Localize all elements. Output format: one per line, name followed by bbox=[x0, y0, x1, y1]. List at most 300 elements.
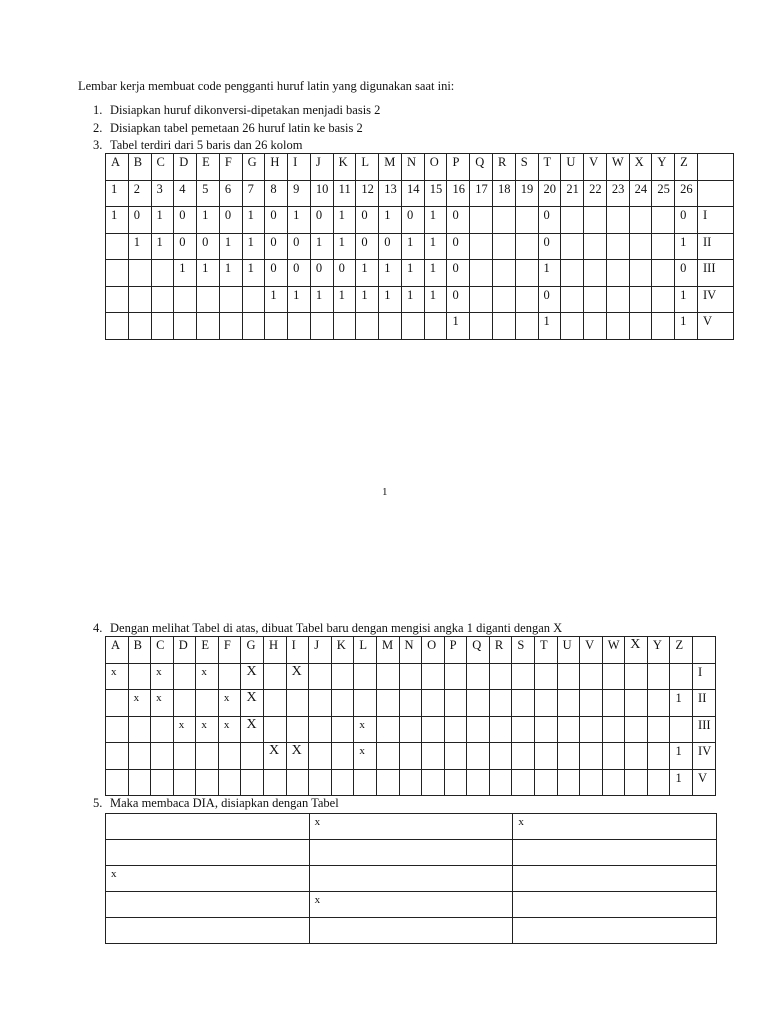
table-cell: 0 bbox=[128, 207, 151, 234]
table-cell bbox=[647, 769, 670, 796]
table-cell bbox=[286, 690, 309, 717]
table-cell: x bbox=[173, 716, 196, 743]
table-cell bbox=[652, 260, 675, 287]
table-cell bbox=[173, 743, 196, 770]
table-cell bbox=[534, 716, 557, 743]
table-cell bbox=[376, 769, 399, 796]
table-cell: 1 bbox=[379, 207, 402, 234]
table-cell bbox=[422, 663, 445, 690]
table-cell: M bbox=[376, 637, 399, 664]
table-cell bbox=[625, 743, 648, 770]
table-cell: 1 bbox=[265, 286, 288, 313]
table-cell: 1 bbox=[197, 260, 220, 287]
table-cell: S bbox=[515, 154, 538, 181]
table-cell bbox=[515, 260, 538, 287]
table-cell bbox=[128, 663, 151, 690]
table-cell: Y bbox=[652, 154, 675, 181]
table-cell bbox=[151, 716, 174, 743]
table-cell: M bbox=[379, 154, 402, 181]
table-cell bbox=[106, 286, 129, 313]
table-cell: x bbox=[309, 892, 513, 918]
table-cell bbox=[376, 690, 399, 717]
table-cell bbox=[493, 207, 516, 234]
table-cell: W bbox=[602, 637, 625, 664]
table-cell bbox=[512, 743, 535, 770]
table-cell: 5 bbox=[197, 180, 220, 207]
table-cell bbox=[580, 690, 603, 717]
table-cell bbox=[584, 313, 607, 340]
table-cell bbox=[399, 690, 422, 717]
table-cell bbox=[128, 260, 151, 287]
table-cell: 1 bbox=[675, 233, 698, 260]
table-cell: 1 bbox=[288, 207, 311, 234]
table-cell: 16 bbox=[447, 180, 470, 207]
table-cell bbox=[693, 637, 716, 664]
table-cell bbox=[376, 743, 399, 770]
table-cell: x bbox=[513, 814, 717, 840]
table-cell bbox=[173, 769, 196, 796]
table-cell bbox=[625, 690, 648, 717]
table-cell: C bbox=[151, 154, 174, 181]
table-cell: V bbox=[693, 769, 716, 796]
table-cell bbox=[333, 313, 356, 340]
table-cell: 1 bbox=[675, 286, 698, 313]
table-cell: 0 bbox=[675, 207, 698, 234]
table-row bbox=[106, 207, 734, 234]
table-cell: 1 bbox=[333, 207, 356, 234]
step-4 bbox=[93, 621, 562, 636]
table-cell bbox=[513, 866, 717, 892]
table-cell bbox=[286, 716, 309, 743]
table-cell bbox=[561, 286, 584, 313]
table-cell bbox=[286, 769, 309, 796]
table-row bbox=[106, 313, 734, 340]
table-cell: N bbox=[399, 637, 422, 664]
table-cell bbox=[493, 260, 516, 287]
table-cell bbox=[515, 207, 538, 234]
table-cell: x bbox=[151, 690, 174, 717]
table-cell: 1 bbox=[242, 207, 265, 234]
table-cell bbox=[309, 769, 332, 796]
table-cell: 11 bbox=[333, 180, 356, 207]
table-cell: X bbox=[264, 743, 287, 770]
table-cell bbox=[376, 716, 399, 743]
table-cell: V bbox=[580, 637, 603, 664]
table-cell: 0 bbox=[356, 233, 379, 260]
table-cell bbox=[379, 313, 402, 340]
table-cell: x bbox=[196, 663, 219, 690]
table-cell bbox=[629, 207, 652, 234]
table-cell bbox=[557, 716, 580, 743]
table-cell: 0 bbox=[447, 233, 470, 260]
table-cell bbox=[106, 769, 129, 796]
table-cell bbox=[606, 313, 629, 340]
table-cell: A bbox=[106, 154, 129, 181]
table-cell bbox=[698, 154, 734, 181]
table-cell bbox=[376, 663, 399, 690]
table-cell bbox=[561, 233, 584, 260]
table-cell bbox=[467, 690, 490, 717]
table-cell: N bbox=[401, 154, 424, 181]
table-cell: 1 bbox=[310, 286, 333, 313]
step-1-text: Disiapkan huruf dikonversi-dipetakan menjadi basis 2 bbox=[110, 103, 381, 117]
table-cell: 1 bbox=[401, 260, 424, 287]
table-cell: 1 bbox=[333, 286, 356, 313]
table-cell bbox=[467, 769, 490, 796]
table-cell bbox=[670, 663, 693, 690]
table-cell bbox=[331, 690, 354, 717]
table-cell bbox=[470, 286, 493, 313]
table-cell: P bbox=[444, 637, 467, 664]
table-cell: 3 bbox=[151, 180, 174, 207]
binary-mapping-table bbox=[105, 153, 734, 340]
table-cell bbox=[515, 313, 538, 340]
table-cell: O bbox=[422, 637, 445, 664]
table-cell bbox=[534, 769, 557, 796]
table-cell bbox=[652, 233, 675, 260]
page-number: 1 bbox=[382, 486, 388, 498]
table-cell: 0 bbox=[310, 260, 333, 287]
table-cell bbox=[128, 313, 151, 340]
table-cell: U bbox=[561, 154, 584, 181]
table-cell: T bbox=[534, 637, 557, 664]
table-cell: 25 bbox=[652, 180, 675, 207]
table-cell: 1 bbox=[424, 286, 447, 313]
table-cell bbox=[493, 313, 516, 340]
table-row bbox=[106, 286, 734, 313]
table-cell: 1 bbox=[128, 233, 151, 260]
table-row bbox=[106, 892, 717, 918]
table-cell: 1 bbox=[675, 313, 698, 340]
table-cell bbox=[309, 690, 332, 717]
table-cell: Z bbox=[675, 154, 698, 181]
table-cell bbox=[174, 313, 197, 340]
table-cell: x bbox=[128, 690, 151, 717]
step-4-number: 4. bbox=[93, 621, 103, 635]
table-cell: 24 bbox=[629, 180, 652, 207]
table-cell: 4 bbox=[174, 180, 197, 207]
table-cell bbox=[128, 716, 151, 743]
table-cell: 1 bbox=[174, 260, 197, 287]
table-cell: 1 bbox=[151, 207, 174, 234]
table-cell bbox=[606, 286, 629, 313]
table-cell bbox=[106, 260, 129, 287]
x-mapping-table bbox=[105, 636, 716, 796]
table-cell bbox=[196, 769, 219, 796]
table-cell: 1 bbox=[310, 233, 333, 260]
table-cell: 1 bbox=[670, 690, 693, 717]
table-cell: x bbox=[218, 690, 241, 717]
table-cell: I bbox=[286, 637, 309, 664]
table-cell: 22 bbox=[584, 180, 607, 207]
table-cell bbox=[309, 918, 513, 944]
table-cell: 19 bbox=[515, 180, 538, 207]
table-cell: 0 bbox=[265, 233, 288, 260]
table-cell bbox=[606, 260, 629, 287]
table-cell bbox=[197, 286, 220, 313]
table-cell bbox=[652, 207, 675, 234]
table-cell: 0 bbox=[538, 233, 561, 260]
table-cell bbox=[606, 207, 629, 234]
table-cell bbox=[218, 769, 241, 796]
table-cell: x bbox=[106, 866, 310, 892]
table-cell: 0 bbox=[197, 233, 220, 260]
table-cell bbox=[151, 743, 174, 770]
table-cell: 18 bbox=[493, 180, 516, 207]
table-cell: V bbox=[584, 154, 607, 181]
table-cell bbox=[493, 286, 516, 313]
table-cell bbox=[354, 690, 377, 717]
table-cell: J bbox=[309, 637, 332, 664]
table-cell bbox=[602, 716, 625, 743]
table-cell bbox=[310, 313, 333, 340]
table-cell: K bbox=[333, 154, 356, 181]
table-cell bbox=[470, 207, 493, 234]
table-cell: 1 bbox=[219, 260, 242, 287]
table-cell: 7 bbox=[242, 180, 265, 207]
table-cell: x bbox=[106, 663, 129, 690]
table-cell bbox=[470, 313, 493, 340]
table-cell bbox=[174, 286, 197, 313]
table-cell: III bbox=[693, 716, 716, 743]
table-cell bbox=[106, 814, 310, 840]
table-row bbox=[106, 769, 716, 796]
table-cell bbox=[561, 260, 584, 287]
table-cell bbox=[515, 233, 538, 260]
table-cell: V bbox=[698, 313, 734, 340]
table-cell bbox=[218, 663, 241, 690]
table-cell bbox=[670, 716, 693, 743]
table-cell: 1 bbox=[106, 207, 129, 234]
table-cell: IV bbox=[698, 286, 734, 313]
table-cell bbox=[467, 663, 490, 690]
table-cell bbox=[534, 663, 557, 690]
table-cell: I bbox=[693, 663, 716, 690]
table-cell: G bbox=[241, 637, 264, 664]
step-5-number: 5. bbox=[93, 796, 103, 810]
table-row bbox=[106, 637, 716, 664]
table-cell: 1 bbox=[356, 286, 379, 313]
table-cell: 1 bbox=[424, 207, 447, 234]
table-cell: 0 bbox=[288, 233, 311, 260]
table-cell: H bbox=[265, 154, 288, 181]
table-cell: 0 bbox=[447, 286, 470, 313]
table-cell: 1 bbox=[151, 233, 174, 260]
table-cell: X bbox=[629, 154, 652, 181]
table-cell bbox=[647, 663, 670, 690]
table-cell: 21 bbox=[561, 180, 584, 207]
table-cell bbox=[196, 690, 219, 717]
table-cell: 1 bbox=[288, 286, 311, 313]
table-cell: E bbox=[197, 154, 220, 181]
table-cell: X bbox=[241, 690, 264, 717]
intro-text: Lembar kerja membuat code pengganti huruf latin yang digunakan saat ini: bbox=[78, 79, 455, 93]
table-cell bbox=[399, 663, 422, 690]
table-cell: 1 bbox=[356, 260, 379, 287]
table-cell bbox=[219, 313, 242, 340]
table-cell bbox=[399, 769, 422, 796]
table-cell: P bbox=[447, 154, 470, 181]
table-cell bbox=[515, 286, 538, 313]
table-cell bbox=[151, 286, 174, 313]
table-cell: S bbox=[512, 637, 535, 664]
table-cell: C bbox=[151, 637, 174, 664]
table-cell: E bbox=[196, 637, 219, 664]
table-row bbox=[106, 814, 717, 840]
table-cell bbox=[534, 743, 557, 770]
table-cell: x bbox=[196, 716, 219, 743]
table-cell: 20 bbox=[538, 180, 561, 207]
table-cell bbox=[629, 286, 652, 313]
table-cell bbox=[512, 690, 535, 717]
table-cell: X bbox=[286, 663, 309, 690]
table-cell bbox=[698, 180, 734, 207]
table-cell: 0 bbox=[356, 207, 379, 234]
table-cell bbox=[584, 207, 607, 234]
table-cell bbox=[557, 663, 580, 690]
table-cell bbox=[331, 716, 354, 743]
table-cell bbox=[401, 313, 424, 340]
table-cell: IV bbox=[693, 743, 716, 770]
table-cell bbox=[467, 716, 490, 743]
table-cell bbox=[561, 313, 584, 340]
step-5 bbox=[93, 796, 339, 811]
table-cell bbox=[242, 286, 265, 313]
table-cell: II bbox=[698, 233, 734, 260]
table-cell: 1 bbox=[401, 233, 424, 260]
step-1 bbox=[93, 103, 380, 118]
table-cell bbox=[652, 313, 675, 340]
table-cell bbox=[151, 769, 174, 796]
table-cell: 1 bbox=[379, 286, 402, 313]
table-cell: 10 bbox=[310, 180, 333, 207]
table-cell bbox=[625, 663, 648, 690]
table-cell bbox=[356, 313, 379, 340]
table-cell bbox=[241, 743, 264, 770]
step-2-number: 2. bbox=[93, 121, 103, 135]
table-cell bbox=[106, 716, 129, 743]
table-cell: 1 bbox=[670, 769, 693, 796]
table-cell bbox=[512, 663, 535, 690]
table-cell bbox=[309, 866, 513, 892]
table-cell: x bbox=[354, 716, 377, 743]
table-cell bbox=[584, 260, 607, 287]
table-cell bbox=[422, 716, 445, 743]
table-cell bbox=[128, 743, 151, 770]
table-cell: III bbox=[698, 260, 734, 287]
table-cell bbox=[173, 663, 196, 690]
table-cell bbox=[493, 233, 516, 260]
table-cell bbox=[196, 743, 219, 770]
table-cell bbox=[399, 743, 422, 770]
table-cell: 1 bbox=[379, 260, 402, 287]
table-cell bbox=[534, 690, 557, 717]
step-2 bbox=[93, 121, 363, 136]
table-cell: B bbox=[128, 154, 151, 181]
table-cell bbox=[470, 233, 493, 260]
table-cell: L bbox=[354, 637, 377, 664]
step-3-number: 3. bbox=[93, 138, 103, 152]
table-cell: 1 bbox=[538, 313, 561, 340]
table-cell: X bbox=[241, 716, 264, 743]
table-cell: 0 bbox=[401, 207, 424, 234]
table-cell bbox=[106, 918, 310, 944]
table-cell: J bbox=[310, 154, 333, 181]
table-cell bbox=[309, 743, 332, 770]
table-cell: 17 bbox=[470, 180, 493, 207]
table-cell: 23 bbox=[606, 180, 629, 207]
table-cell: F bbox=[218, 637, 241, 664]
table-cell: 15 bbox=[424, 180, 447, 207]
table-cell: W bbox=[606, 154, 629, 181]
table-cell bbox=[424, 313, 447, 340]
table-cell bbox=[173, 690, 196, 717]
table-cell bbox=[128, 286, 151, 313]
table-cell: 0 bbox=[265, 260, 288, 287]
step-1-number: 1. bbox=[93, 103, 103, 117]
table-cell bbox=[489, 663, 512, 690]
table-cell: 1 bbox=[219, 233, 242, 260]
table-cell: Q bbox=[467, 637, 490, 664]
table-cell bbox=[106, 690, 129, 717]
table-cell: B bbox=[128, 637, 151, 664]
table-cell bbox=[354, 663, 377, 690]
table-cell: U bbox=[557, 637, 580, 664]
table-cell bbox=[580, 663, 603, 690]
table-cell: 0 bbox=[288, 260, 311, 287]
table-cell bbox=[197, 313, 220, 340]
table-cell bbox=[264, 769, 287, 796]
table-cell bbox=[241, 769, 264, 796]
table-cell bbox=[580, 716, 603, 743]
table-cell bbox=[444, 716, 467, 743]
table-cell: 2 bbox=[128, 180, 151, 207]
table-cell bbox=[602, 743, 625, 770]
table-cell bbox=[422, 769, 445, 796]
table-cell bbox=[629, 260, 652, 287]
table-cell: G bbox=[242, 154, 265, 181]
table-cell: 1 bbox=[197, 207, 220, 234]
table-row bbox=[106, 840, 717, 866]
table-cell bbox=[331, 663, 354, 690]
table-cell: 9 bbox=[288, 180, 311, 207]
table-cell: 14 bbox=[401, 180, 424, 207]
table-cell: 0 bbox=[447, 260, 470, 287]
table-cell: 1 bbox=[538, 260, 561, 287]
table-row bbox=[106, 260, 734, 287]
table-cell bbox=[444, 690, 467, 717]
table-cell: 0 bbox=[675, 260, 698, 287]
table-cell: 0 bbox=[219, 207, 242, 234]
table-cell: 0 bbox=[379, 233, 402, 260]
table-cell bbox=[513, 892, 717, 918]
table-cell: H bbox=[264, 637, 287, 664]
table-cell bbox=[625, 716, 648, 743]
table-row bbox=[106, 918, 717, 944]
table-cell bbox=[602, 769, 625, 796]
table-cell: 0 bbox=[174, 207, 197, 234]
table-cell bbox=[309, 663, 332, 690]
table-cell bbox=[470, 260, 493, 287]
table-cell: x bbox=[354, 743, 377, 770]
table-cell bbox=[151, 313, 174, 340]
table-cell bbox=[354, 769, 377, 796]
table-cell: II bbox=[693, 690, 716, 717]
table-cell bbox=[219, 286, 242, 313]
table-cell bbox=[467, 743, 490, 770]
table-cell bbox=[264, 663, 287, 690]
table-cell bbox=[557, 769, 580, 796]
